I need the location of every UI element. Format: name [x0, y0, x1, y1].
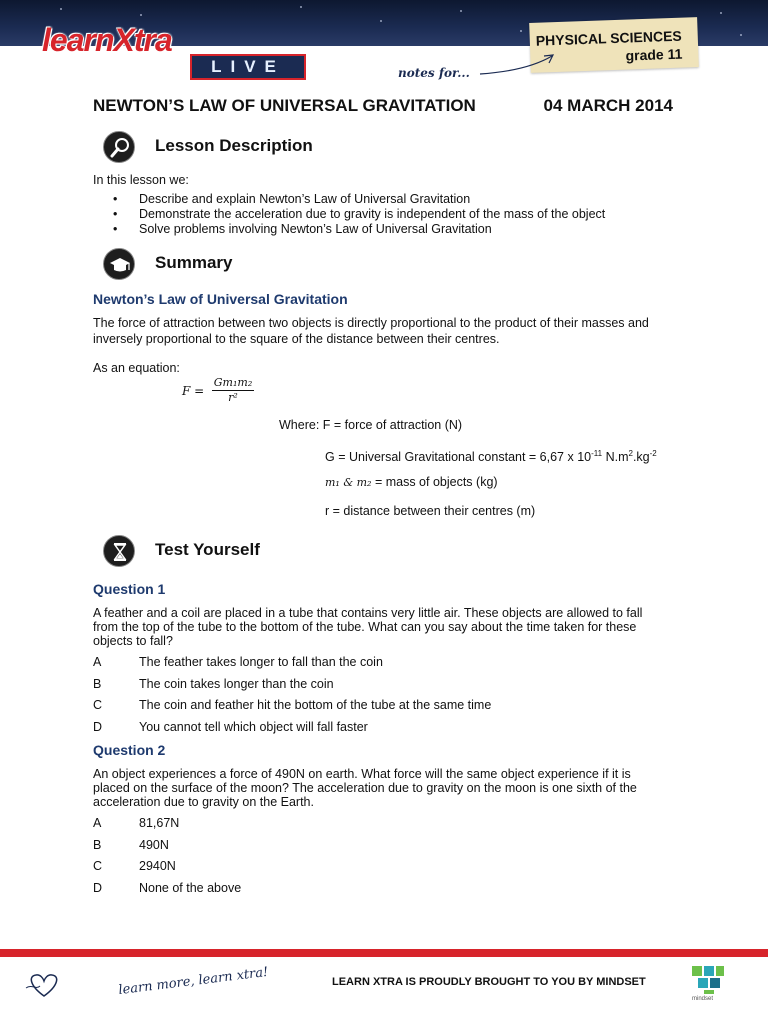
- option-text: You cannot tell which object will fall faster: [139, 720, 368, 734]
- footer-sponsor: LEARN XTRA IS PROUDLY BROUGHT TO YOU BY MINDSET: [332, 976, 646, 988]
- logo-text: learnXtra: [42, 22, 172, 58]
- question-1-text-line: objects to fall?: [93, 634, 173, 648]
- option-text: 2940N: [139, 859, 176, 873]
- grade-label: grade 11: [625, 45, 683, 64]
- option-text: The coin takes longer than the coin: [139, 677, 334, 691]
- summary-subheading: Newton’s Law of Universal Gravitation: [93, 291, 348, 307]
- option-letter: B: [93, 838, 102, 852]
- magnifier-icon: [103, 131, 135, 163]
- summary-paragraph-line: inversely proportional to the square of the distance between their centres.: [93, 332, 500, 346]
- equation-denominator: r²: [228, 391, 238, 404]
- question-2-text-line: An object experiences a force of 490N on earth. What force will the same object experience if it is: [93, 767, 631, 781]
- lesson-intro: In this lesson we:: [93, 173, 189, 187]
- question-2-label: Question 2: [93, 742, 166, 758]
- gravitation-equation: [182, 376, 262, 406]
- mindset-label: mindset: [692, 996, 714, 1002]
- where-g-exp: -2: [649, 449, 657, 458]
- as-equation-label: As an equation:: [93, 361, 180, 375]
- logo-live: LIVE: [190, 54, 306, 80]
- subject-label: PHYSICAL SCIENCES: [535, 27, 682, 49]
- option-text: 81,67N: [139, 816, 180, 830]
- footer-bar: [0, 949, 768, 957]
- question-1-text-line: from the top of the tube to the bottom of the tube. What can you say about the time taken for these: [93, 620, 637, 634]
- lesson-bullets: [113, 192, 605, 237]
- option-letter: B: [93, 677, 102, 691]
- equation-fraction: [212, 376, 254, 404]
- graduation-cap-icon: [103, 248, 135, 280]
- page-date: 04 MARCH 2014: [543, 96, 673, 115]
- option-letter: C: [93, 859, 103, 873]
- option-text: None of the above: [139, 881, 242, 895]
- where-m: [325, 475, 498, 490]
- page-title: NEWTON’S LAW OF UNIVERSAL GRAVITATION: [93, 96, 476, 115]
- question-2-text-line: placed on the surface of the moon? The acceleration due to gravity on the moon is one sixth of the: [93, 781, 637, 795]
- equation-lhs: F =: [182, 384, 205, 398]
- where-g-exp: -11: [591, 449, 603, 458]
- where-g-exp: 2: [628, 449, 633, 458]
- heart-icon: [24, 970, 64, 1000]
- summary-paragraph-line: The force of attraction between two objects is directly proportional to the product of their masses and: [93, 316, 649, 330]
- list-item: • Describe and explain Newton’s Law of Universal Gravitation: [113, 192, 605, 207]
- list-item: • Demonstrate the acceleration due to gravity is independent of the mass of the object: [113, 207, 605, 222]
- section-title: Test Yourself: [155, 540, 260, 559]
- notes-for-label: notes for...: [398, 66, 470, 80]
- section-title: Lesson Description: [155, 136, 313, 155]
- question-2-text-line: acceleration due to gravity on the Earth.: [93, 795, 314, 809]
- where-g-prefix: G = Universal Gravitational constant = 6,67 x 10: [325, 450, 592, 465]
- option-letter: A: [93, 655, 102, 669]
- option-letter: D: [93, 720, 103, 734]
- section-title: Summary: [155, 253, 233, 272]
- where-g: [325, 446, 657, 465]
- hourglass-icon: [103, 535, 135, 567]
- where-r: r = distance between their centres (m): [325, 504, 536, 518]
- option-text: 490N: [139, 838, 169, 852]
- learnxtra-logo: [42, 22, 285, 82]
- title-row: [93, 96, 673, 120]
- list-item: • Solve problems involving Newton’s Law of Universal Gravitation: [113, 222, 605, 237]
- option-letter: A: [93, 816, 102, 830]
- footer-slogan: learn more, learn xtra!: [117, 964, 270, 999]
- where-g-unit: .kg: [632, 450, 650, 465]
- option-letter: C: [93, 698, 103, 712]
- question-1-text-line: A feather and a coil are placed in a tube that contains very little air. These objects are allowed to fall: [93, 606, 643, 620]
- option-text: The feather takes longer to fall than the coin: [139, 655, 383, 669]
- option-letter: D: [93, 881, 103, 895]
- option-text: The coin and feather hit the bottom of the tube at the same time: [139, 698, 492, 712]
- where-f: Where: F = force of attraction (N): [279, 418, 463, 432]
- equation-numerator: Gm₁m₂: [213, 376, 253, 389]
- mass-text: = mass of objects (kg): [371, 475, 498, 489]
- mass-symbols: m₁ & m₂: [325, 476, 372, 489]
- where-g-unit: N.m: [602, 450, 629, 465]
- question-1-label: Question 1: [93, 581, 166, 597]
